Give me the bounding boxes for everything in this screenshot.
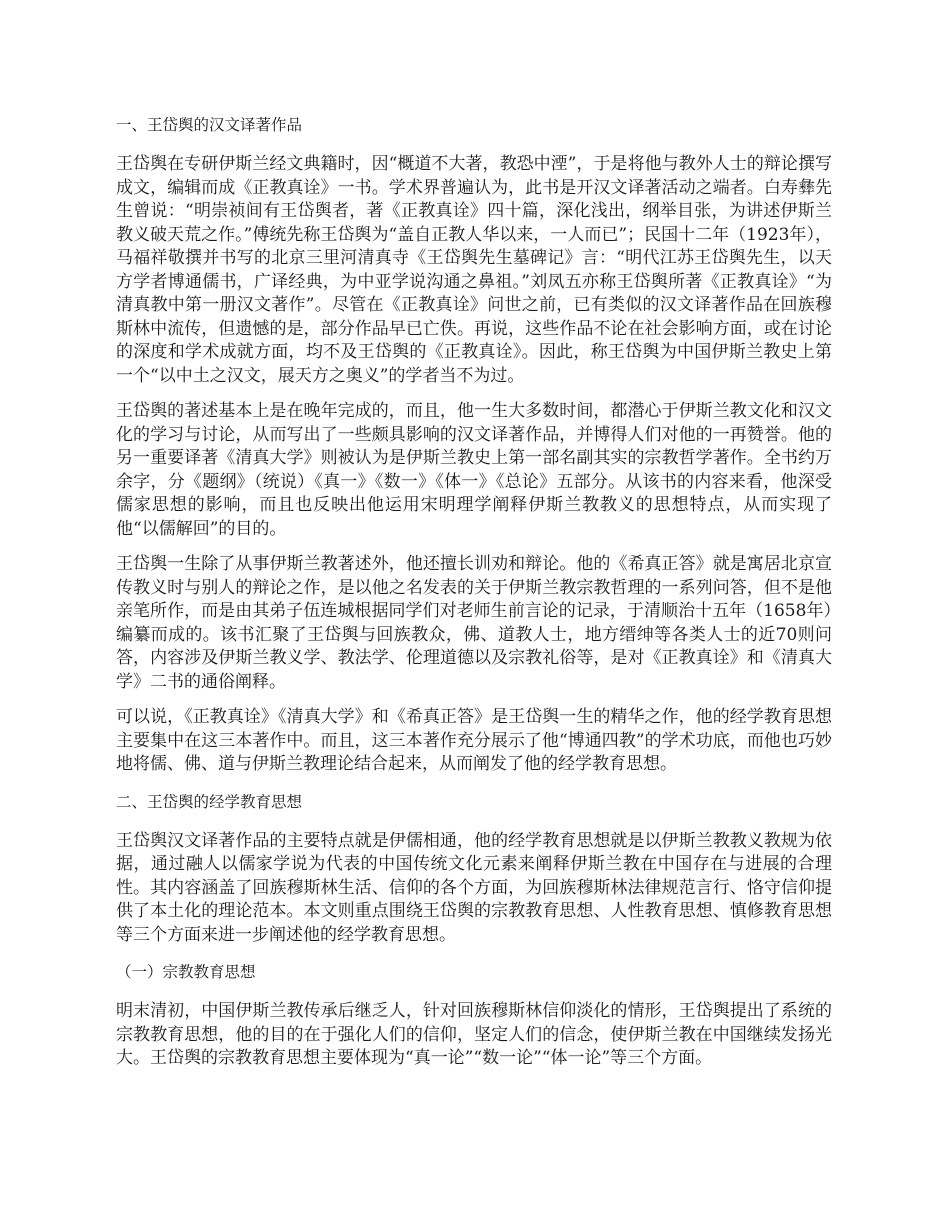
paragraph: 王岱舆的著述基本上是在晚年完成的，而且，他一生大多数时间，都潜心于伊斯兰教文化和汉文化的学习与讨论，从而写出了一些颇具影响的汉文译著作品，并博得人们对他的一再赞誉。他的另一重要译著《清真大学》则被认为是伊斯兰教史上第一部名副其实的宗教哲学著作。全书约万余字，分《题纲》（统说）《真一》《数一》《体一》《总论》五部分。从该书的内容来看，他深受儒家思想的影响，而且也反映出他运用宋明理学阐释伊斯兰教教义的思想特点，从而实现了他“以儒解回”的目的。 xyxy=(116,401,832,539)
section-heading-1: 一、王岱舆的汉文译著作品 xyxy=(116,116,303,134)
section-heading-2: 二、王岱舆的经学教育思想 xyxy=(116,792,303,811)
paragraph: 王岱舆汉文译著作品的主要特点就是伊儒相通，他的经学教育思想就是以伊斯兰教教义教规为依据，通过融人以儒家学说为代表的中国传统文化元素来阐释伊斯兰教在中国存在与进展的合理性。其内容涵盖了回族穆斯林生活、信仰的各个方面，为回族穆斯林法律规范言行、恪守信仰提供了本土化的理论范本。本文则重点围绕王岱舆的宗教教育思想、人性教育思想、慎修教育思想等三个方面来进一步阐述他的经学教育思想。 xyxy=(116,830,832,945)
subsection-heading: （一）宗教教育思想 xyxy=(116,963,256,981)
paragraph: 可以说，《正教真诠》《清真大学》和《希真正答》是王岱舆一生的精华之作，他的经学教育思想主要集中在这三本著作中。而且，这三本著作充分展示了他“博通四教”的学术功底，而他也巧妙地将儒、佛、道与伊斯兰教理论结合起来，从而阐发了他的经学教育思想。 xyxy=(116,707,832,774)
paragraph: 明末清初，中国伊斯兰教传承后继乏人，针对回族穆斯林信仰淡化的情形，王岱舆提出了系统的宗教教育思想，他的目的在于强化人们的信仰，坚定人们的信念，使伊斯兰教在中国继续发扬光大。王岱舆的宗教教育思想主要体现为“真一论”“数一论”“体一论”等三个方面。 xyxy=(116,1001,832,1068)
paragraph: 王岱舆一生除了从事伊斯兰教著述外，他还擅长训劝和辩论。他的《希真正答》就是寓居北京宣传教义时与别人的辩论之作，是以他之名发表的关于伊斯兰教宗教哲理的一系列问答，但不是他亲笔所作，而是由其弟子伍连城根据同学们对老师生前言论的记录，于清顺治十五年（1658年）编纂而成的。该书汇聚了王岱舆与回族教众，佛、道教人士，地方缙绅等各类人士的近70则问答，内容涉及伊斯兰教义学、教法学、伦理道德以及宗教礼俗等，是对《正教真诠》和《清真大学》二书的通俗阐释。 xyxy=(116,554,832,692)
paragraph: 王岱舆在专研伊斯兰经文典籍时，因“概道不大著，教恐中湮”，于是将他与教外人士的辩论撰写成文，编辑而成《正教真诠》一书。学术界普遍认为，此书是开汉文译著活动之端者。白寿彝先生曾说：“明崇祯间有王岱舆者，著《正教真诠》四十篇，深化浅出，纲举目张，为讲述伊斯兰教义破天荒之作。”傅统先称王岱舆为“盖自正教人华以来，一人而已”；民国十二年（1923年），马福祥敬撰并书写的北京三里河清真寺《王岱舆先生墓碑记》言：“明代江苏王岱舆先生，以天方学者博通儒书，广译经典，为中亚学说沟通之鼻祖。”刘凤五亦称王岱舆所著《正教真诠》“为清真教中第一册汉文著作”。尽管在《正教真诠》问世之前，已有类似的汉文译著作品在回族穆斯林中流传，但遗憾的是，部分作品早已亡佚。再说，这些作品不论在社会影响方面，或在讨论的深度和学术成就方面，均不及王岱舆的《正教真诠》。因此，称王岱舆为中国伊斯兰教史上第一个“以中土之汉文，展天方之奥义”的学者当不为过。 xyxy=(116,154,832,386)
document-page xyxy=(116,112,832,1083)
